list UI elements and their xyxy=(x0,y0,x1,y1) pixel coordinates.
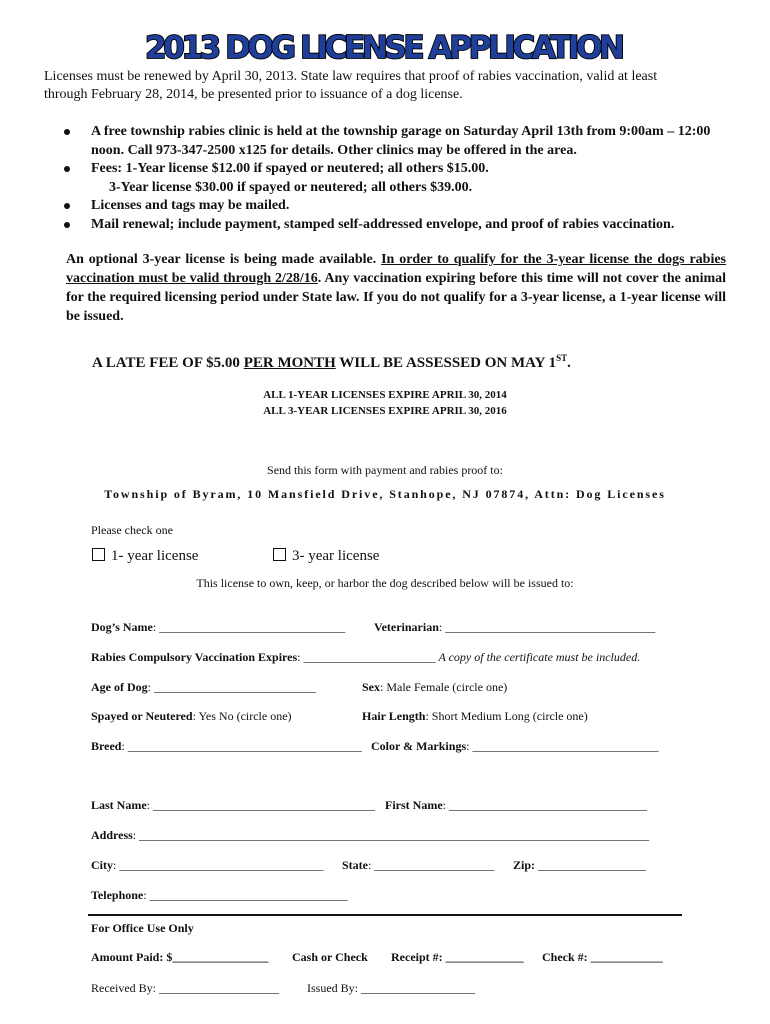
checkbox-1-year[interactable] xyxy=(92,548,105,561)
veterinarian-field[interactable]: Veterinarian: ___________________________________ xyxy=(374,620,656,634)
issued-by-field[interactable]: Issued By: ___________________ xyxy=(307,981,475,995)
cash-or-check[interactable]: Cash or Check xyxy=(292,950,368,964)
send-instructions: Send this form with payment and rabies proof to: xyxy=(267,463,503,477)
bullet-mailed: Licenses and tags may be mailed. xyxy=(64,197,734,216)
bullet-clinic: A free township rabies clinic is held at the township garage on Saturday April 13th from 9:00am – 12:00 noon. Call 973-347-2500 x125 for details. Other clinics may be offered in the area. xyxy=(64,123,734,160)
bullet-dot-icon xyxy=(64,129,70,135)
fees-3-year: 3-Year license $30.00 if spayed or neutered; all others $39.00. xyxy=(109,179,473,195)
check-number-field[interactable]: Check #: ____________ xyxy=(542,950,663,964)
info-bullet-list xyxy=(64,123,734,234)
office-use-heading: For Office Use Only xyxy=(91,921,194,935)
zip-field[interactable]: Zip: __________________ xyxy=(513,858,647,872)
optional-license-paragraph: An optional 3-year license is being made available. In order to qualify for the 3-year license the dogs rabies vaccination must be valid through 2/28/16. Any vaccination expiring before this time will not cover the animal for the required licensing period under State law. If you do not qualify for a 3-year license, a 1-year license will be issued. xyxy=(66,252,727,324)
intro-line-2: through February 28, 2014, be presented prior to issuance of a dog license. xyxy=(44,87,463,102)
hair-length-field[interactable]: Hair Length: Short Medium Long (circle one) xyxy=(362,709,588,723)
expire-1-year: ALL 1-YEAR LICENSES EXPIRE APRIL 30, 2014 xyxy=(263,389,507,401)
last-name-field[interactable]: Last Name: _____________________________________ xyxy=(91,798,376,812)
amount-paid-field[interactable]: Amount Paid: $________________ xyxy=(91,950,269,964)
dog-name-field[interactable]: Dog’s Name: _______________________________ xyxy=(91,620,346,634)
office-divider xyxy=(88,914,682,916)
license-note: This license to own, keep, or harbor the dog described below will be issued to: xyxy=(196,576,574,590)
sex-field[interactable]: Sex: Male Female (circle one) xyxy=(362,680,508,694)
age-field[interactable]: Age of Dog: ___________________________ xyxy=(91,680,316,694)
color-markings-field[interactable]: Color & Markings: _______________________________ xyxy=(371,739,659,753)
state-field[interactable]: State: ____________________ xyxy=(342,858,495,872)
intro-paragraph xyxy=(44,68,734,104)
late-fee-notice: A LATE FEE OF $5.00 PER MONTH WILL BE ASSESSED ON MAY 1ST. xyxy=(92,353,571,371)
bullet-fees: Fees: 1-Year license $12.00 if spayed or neutered; all others $15.00. xyxy=(64,160,734,179)
breed-field[interactable]: Breed: _______________________________________ xyxy=(91,739,362,753)
expire-3-year: ALL 3-YEAR LICENSES EXPIRE APRIL 30, 2016 xyxy=(263,405,507,417)
title-text: 2013 DOG LICENSE APPLICATION xyxy=(145,30,625,66)
checkbox-3-year[interactable] xyxy=(273,548,286,561)
bullet-mail-renewal: Mail renewal; include payment, stamped self-addressed envelope, and proof of rabies vaccination. xyxy=(64,216,734,235)
option-3-year[interactable]: 3- year license xyxy=(273,548,379,565)
township-address: Township of Byram, 10 Mansfield Drive, Stanhope, NJ 07874, Attn: Dog Licenses xyxy=(104,487,666,501)
check-one-label: Please check one xyxy=(91,523,173,537)
spayed-field[interactable]: Spayed or Neutered: Yes No (circle one) xyxy=(91,709,292,723)
city-field[interactable]: City: __________________________________ xyxy=(91,858,324,872)
intro-line-1: Licenses must be renewed by April 30, 2013. State law requires that proof of rabies vaccination, valid at least xyxy=(44,69,658,84)
first-name-field[interactable]: First Name: _________________________________ xyxy=(385,798,647,812)
received-by-field[interactable]: Received By: ____________________ xyxy=(91,981,279,995)
certificate-note: A copy of the certificate must be included. xyxy=(438,650,641,664)
bullet-dot-icon xyxy=(64,166,70,172)
bullet-dot-icon xyxy=(64,222,70,228)
rabies-expires-field[interactable]: Rabies Compulsory Vaccination Expires: ______________________ A copy of the certificate must be included. xyxy=(91,650,641,664)
address-field[interactable]: Address: _____________________________________________________________________________________ xyxy=(91,828,650,842)
telephone-field[interactable]: Telephone: _________________________________ xyxy=(91,888,348,902)
option-1-year[interactable]: 1- year license xyxy=(92,548,198,565)
bullet-dot-icon xyxy=(64,203,70,209)
page-title xyxy=(0,22,770,68)
receipt-field[interactable]: Receipt #: _____________ xyxy=(391,950,524,964)
